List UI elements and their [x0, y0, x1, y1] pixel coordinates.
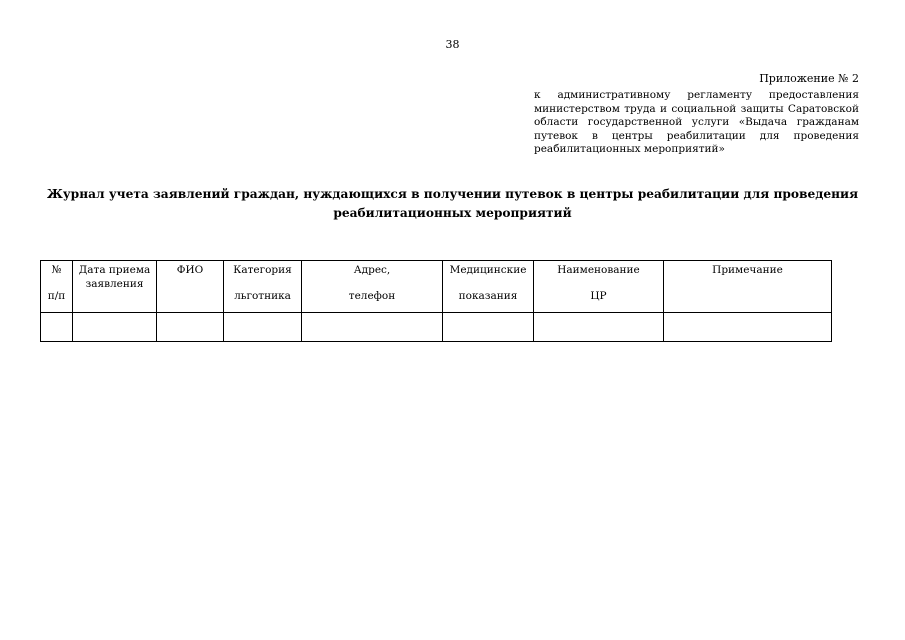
- table-header-row: [41, 261, 832, 313]
- column-header-bottom: ЦР: [590, 290, 607, 302]
- column-header-center-name: [534, 261, 664, 313]
- column-header-category: [224, 261, 302, 313]
- appendix-text: к административному регламенту предоставления министерством труда и социальной защиты Саратовской области государственной услуги «Выдача гражданам путевок в центры реабилитации для проведения реабилитационных мероприятий»: [534, 89, 859, 155]
- column-header-bottom: п/п: [47, 290, 66, 302]
- table-cell: [302, 313, 443, 342]
- appendix-title: Приложение № 2: [759, 72, 859, 85]
- column-header-bottom: телефон: [348, 290, 396, 302]
- table-cell: [534, 313, 664, 342]
- column-header-top: Примечание: [712, 264, 783, 276]
- document-title-line-1: Журнал учета заявлений граждан, нуждающихся в получении путевок в центры реабилитации для проведения: [46, 187, 859, 201]
- table-cell: [443, 313, 534, 342]
- table-row: [41, 313, 832, 342]
- column-header-fio: [157, 261, 224, 313]
- table-cell: [157, 313, 224, 342]
- table-cell: [664, 313, 832, 342]
- column-header-top: Наименование: [557, 264, 640, 276]
- column-header-bottom: льготника: [234, 290, 291, 302]
- column-header-top: Адрес,: [353, 264, 391, 276]
- column-header-bottom: показания: [458, 290, 518, 302]
- column-header-top: Категория: [233, 264, 292, 276]
- column-header-medical: [443, 261, 534, 313]
- column-header-bottom: заявления: [85, 278, 144, 290]
- column-header-date: [73, 261, 157, 313]
- column-header-top: ФИО: [176, 264, 204, 276]
- column-header-top: Дата приема: [78, 264, 151, 276]
- table-cell: [73, 313, 157, 342]
- page-number: 38: [445, 38, 460, 51]
- table-cell: [224, 313, 302, 342]
- table-cell: [41, 313, 73, 342]
- column-header-top: №: [51, 264, 62, 276]
- column-header-note: [664, 261, 832, 313]
- document-title-line-2: реабилитационных мероприятий: [333, 206, 572, 220]
- document-title: [40, 185, 865, 223]
- journal-table: [40, 260, 832, 342]
- column-header-address: [302, 261, 443, 313]
- column-header-number: [41, 261, 73, 313]
- column-header-top: Медицинские: [449, 264, 527, 276]
